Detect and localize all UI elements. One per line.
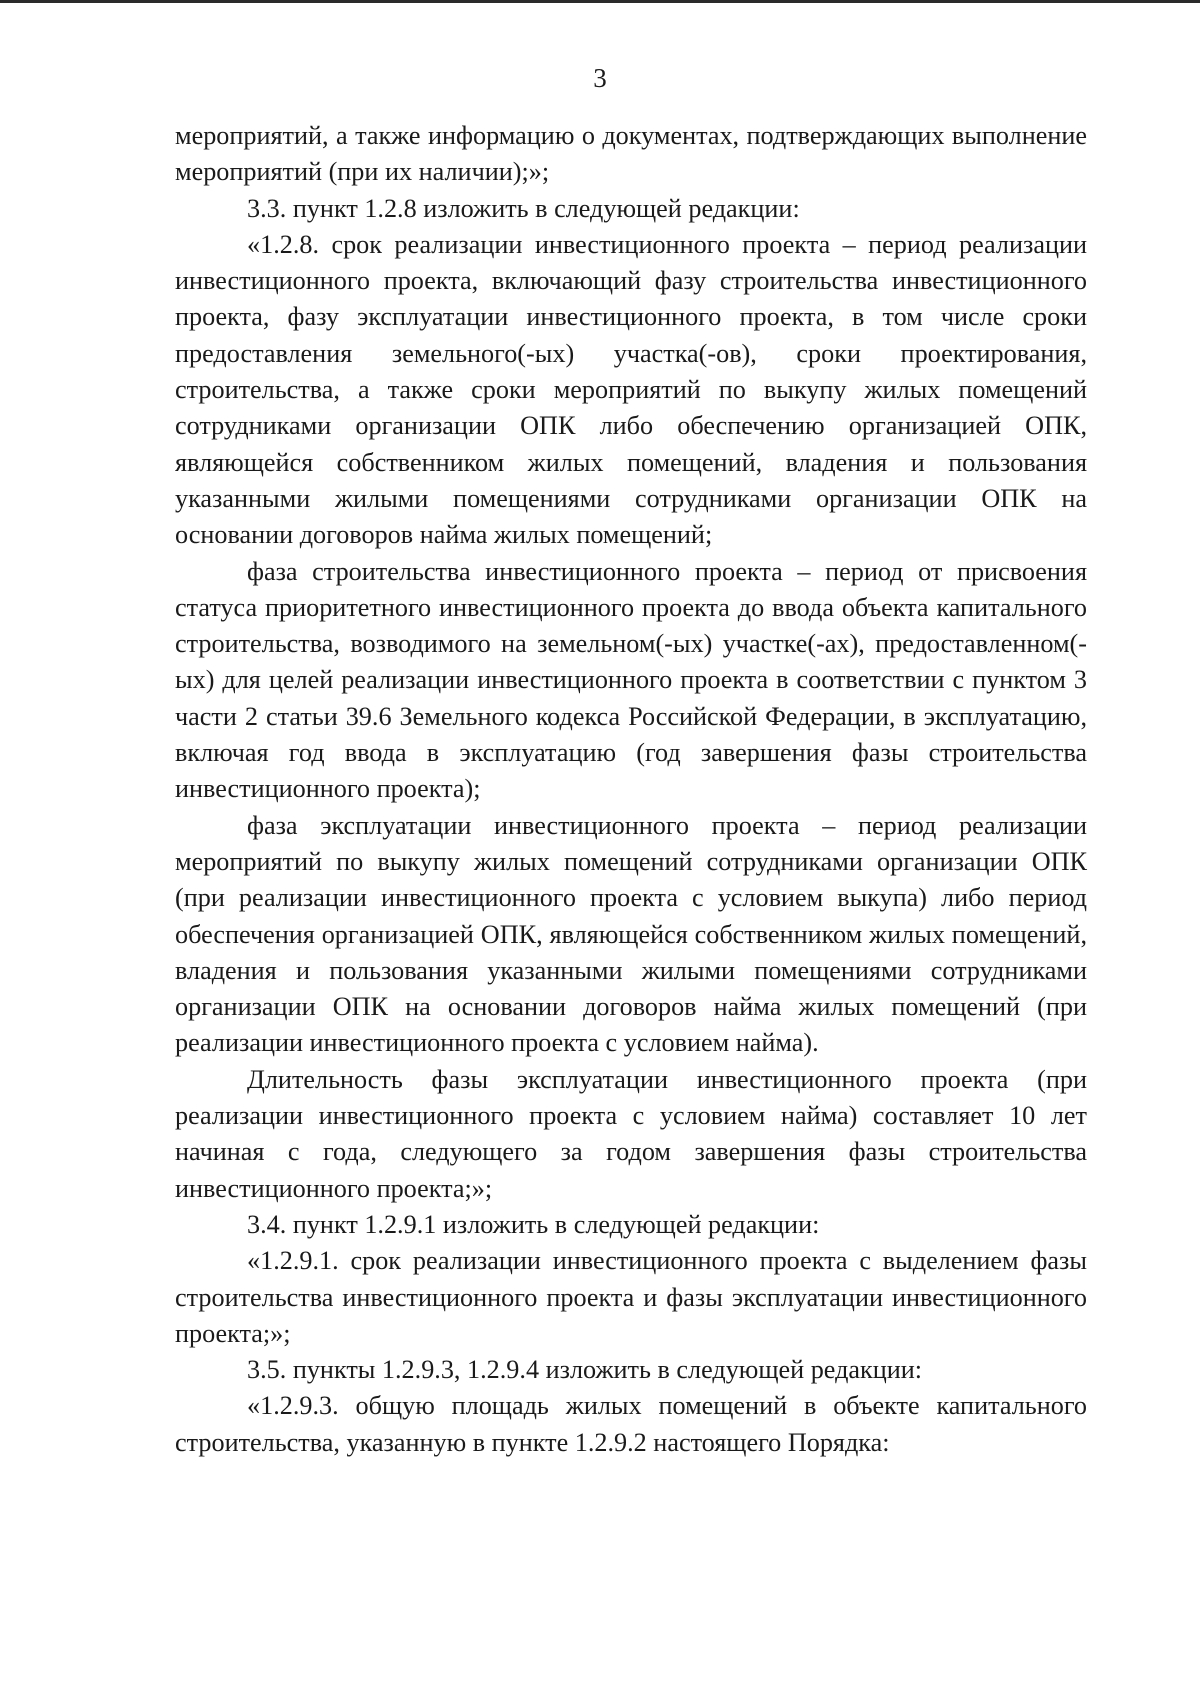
paragraph-item-3-3: 3.3. пункт 1.2.8 изложить в следующей редакции: — [247, 193, 800, 223]
paragraph-1-2-9-3: «1.2.9.3. общую площадь жилых помещений в объекте капитального строительства, указанную в пункте 1.2.9.2 настоящего Порядка: — [175, 1391, 1087, 1457]
paragraph-1-2-8: «1.2.8. срок реализации инвестиционного проекта – период реализации инвестиционного проекта, включающий фазу строительства инвестиционного проекта, фазу эксплуатации инвестиционного проекта, в том числе сроки предоставления земельного(-ых) участка(-ов), сроки проектирования, строительства, а также сроки мероприятий по выкупу жилых помещений сотрудниками организации ОПК либо обеспечению организацией ОПК, являющейся собственником жилых помещений, владения и пользования указанными жилыми помещениями сотрудниками организации ОПК на основании договоров найма жилых помещений; — [175, 229, 1087, 550]
scan-edge — [0, 0, 1200, 3]
paragraph-construction-phase: фаза строительства инвестиционного проекта – период от присвоения статуса приоритетного инвестиционного проекта до ввода объекта капитального строительства, возводимого на земельном(-ых) участке(-ах), предоставленном(-ых) для целей реализации инвестиционного проекта в соответствии с пунктом 3 части 2 статьи 39.6 Земельного кодекса Российской Федерации, в эксплуатацию, включая год ввода в эксплуатацию (год завершения фазы строительства инвестиционного проекта); — [175, 556, 1087, 804]
page-number: 3 — [593, 63, 607, 93]
paragraph-continuation: мероприятий, а также информацию о документах, подтверждающих выполнение мероприятий (при их наличии);»; — [175, 121, 1087, 187]
paragraph-1-2-9-1: «1.2.9.1. срок реализации инвестиционного проекта с выделением фазы строительства инвестиционного проекта и фазы эксплуатации инвестиционного проекта;»; — [175, 1246, 1087, 1348]
document-body — [175, 118, 1087, 1461]
paragraph-item-3-5: 3.5. пункты 1.2.9.3, 1.2.9.4 изложить в следующей редакции: — [247, 1355, 923, 1385]
paragraph-operation-phase: фаза эксплуатации инвестиционного проекта – период реализации мероприятий по выкупу жилых помещений сотрудниками организации ОПК (при реализации инвестиционного проекта с условием выкупа) либо период обеспечения организацией ОПК, являющейся собственником жилых помещений, владения и пользования указанными жилыми помещениями сотрудниками организации ОПК на основании договоров найма жилых помещений (при реализации инвестиционного проекта с условием найма). — [175, 810, 1087, 1058]
paragraph-duration: Длительность фазы эксплуатации инвестиционного проекта (при реализации инвестиционного проекта с условием найма) составляет 10 лет начиная с года, следующего за годом завершения фазы строительства инвестиционного проекта;»; — [175, 1064, 1087, 1203]
paragraph-item-3-4: 3.4. пункт 1.2.9.1 изложить в следующей редакции: — [247, 1209, 820, 1239]
